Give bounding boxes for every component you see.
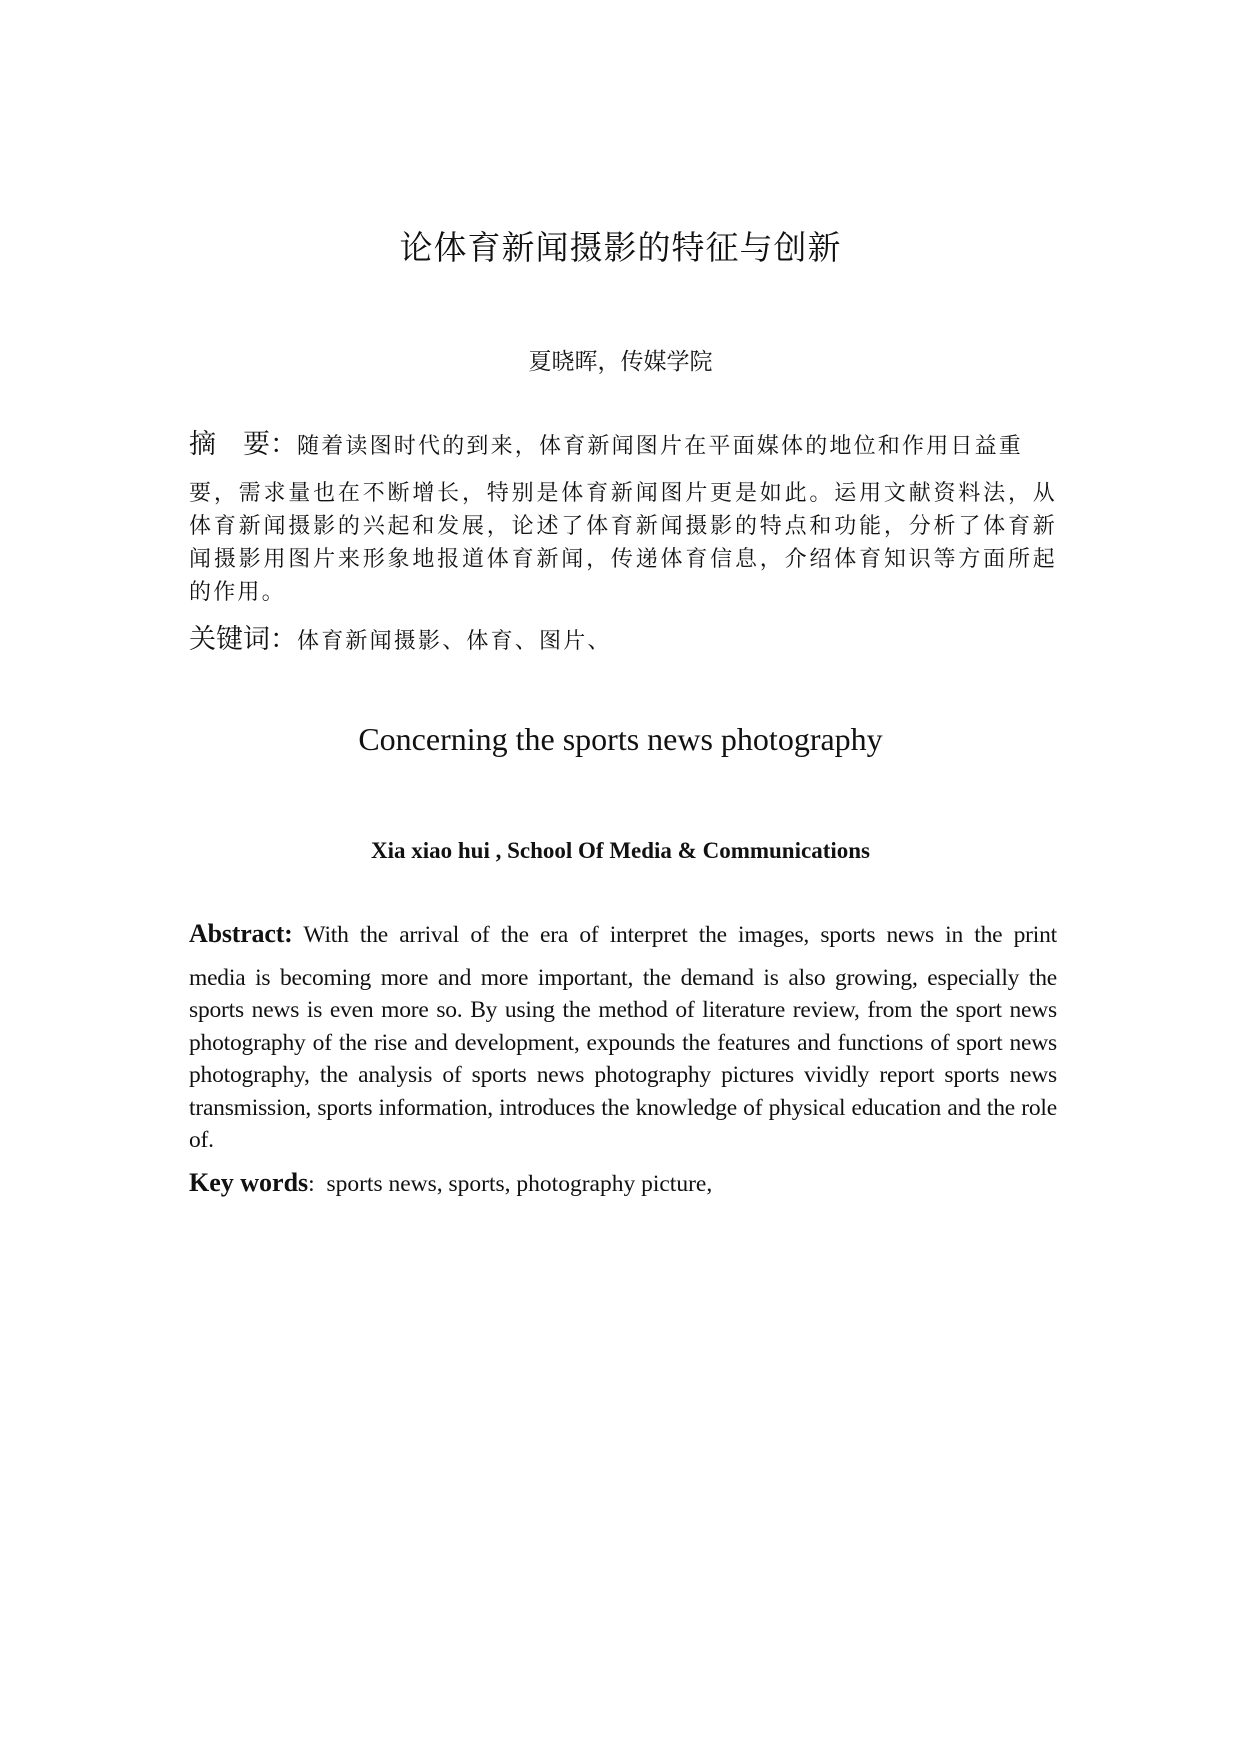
chinese-keywords-text: 体育新闻摄影、体育、图片、 [297,629,612,654]
english-abstract-label: Abstract: [189,919,293,948]
english-keywords [189,1166,1057,1201]
english-abstract-first-text: With the arrival of the era of interpret the images, sports news in the print [303,922,1057,948]
chinese-keywords-label: 关键词： [189,624,297,655]
english-keywords-text: sports news, sports, photography picture, [326,1171,713,1197]
chinese-keywords [189,622,1057,660]
chinese-author-affiliation: 夏晓晖，传媒学院 [528,349,713,375]
english-title: Concerning the sports news photography [358,721,883,757]
english-author-affiliation: Xia xiao hui , School Of Media & Communications [370,838,870,863]
chinese-abstract [189,428,1057,609]
english-abstract [189,918,1057,1157]
chinese-abstract-body: 要，需求量也在不断增长，特别是体育新闻图片更是如此。运用文献资料法，从体育新闻摄影的兴起和发展，论述了体育新闻摄影的特点和功能，分析了体育新闻摄影用图片来形象地报道体育新闻，传递体育信息，介绍体育知识等方面所起的作用。 [189,481,1057,605]
chinese-title: 论体育新闻摄影的特征与创新 [399,228,842,267]
chinese-abstract-first-text: 随着读图时代的到来，体育新闻图片在平面媒体的地位和作用日益重 [297,434,1024,459]
english-abstract-body: media is becoming more and more important, the demand is also growing, especially the sports news is even more so. By using the method of literature review, from the sport news photography of the rise and development, expounds the features and functions of sport news photography, the analysis of sports news photography pictures vividly report sports news transmission, sports information, introduces the knowledge of physical education and the role of. [189,964,1057,1153]
chinese-abstract-label: 摘 要： [189,429,297,460]
english-abstract-first-line [189,918,1057,952]
english-keywords-label: Key words [189,1168,309,1197]
english-keywords-colon: : [308,1171,315,1197]
chinese-abstract-first-line [189,428,1057,463]
